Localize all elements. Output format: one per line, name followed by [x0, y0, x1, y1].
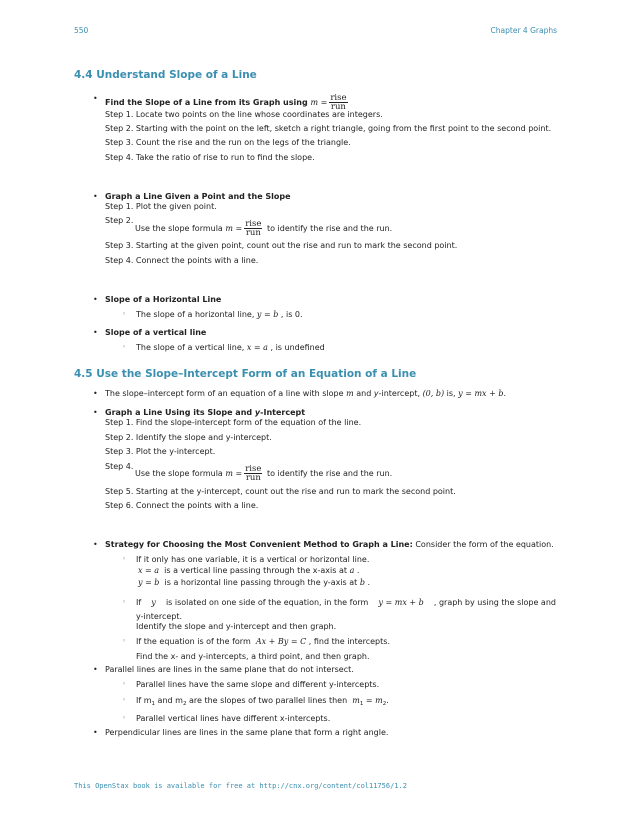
bullet: •	[93, 728, 98, 737]
find-slope-heading: Find the Slope of a Line from its Graph using m = $\frac{\text{rise}}{\text{run}}$	[105, 93, 347, 112]
section-title-4-5: 4.5 Use the Slope–Intercept Form of an Equation of a Line	[74, 368, 417, 380]
chapter-title: Chapter 4 Graphs	[490, 26, 557, 35]
strategy-2-line-1: If y is isolated on one side of the equation, in the form y = mx + b , graph by using the slope and	[136, 598, 556, 607]
page-number: 550	[74, 26, 89, 35]
vertical-heading: Slope of a vertical line	[105, 328, 207, 337]
sub-bullet: ◦	[122, 680, 127, 688]
given-step-2: Use the slope formula m = $\frac{\text{rise}}{\text{run}}$ to identify the rise and the run.	[135, 219, 393, 238]
slope-intercept-intro: The slope–intercept form of an equation of a line with slope m and y-intercept, (0, b) is, y = mx + b.	[105, 389, 507, 398]
given-heading: Graph a Line Given a Point and the Slope	[105, 192, 291, 201]
bullet: •	[93, 94, 98, 103]
sub-bullet: ◦	[122, 696, 127, 704]
graph-step-4: Use the slope formula m = $\frac{\text{rise}}{\text{run}}$ to identify the rise and the run.	[135, 464, 393, 483]
given-step-1: Step 1. Plot the given point.	[105, 202, 217, 211]
sub-bullet: ◦	[122, 555, 127, 563]
graph-step-6: Step 6. Connect the points with a line.	[105, 501, 259, 510]
rise-over-run: $\frac{\text{rise}}{\text{run}}$	[330, 93, 347, 112]
perpendicular-definition: Perpendicular lines are lines in the same plane that form a right angle.	[105, 728, 389, 737]
parallel-point-3: Parallel vertical lines have different x-intercepts.	[136, 714, 331, 723]
find-step-3: Step 3. Count the rise and the run on the legs of the triangle.	[105, 138, 351, 147]
sub-bullet: ◦	[122, 310, 127, 318]
strategy-3-line-1: If the equation is of the form Ax + By = C , find the intercepts.	[136, 637, 390, 646]
bullet: •	[93, 540, 98, 549]
section-title-4-4: 4.4 Understand Slope of a Line	[74, 69, 257, 81]
find-step-1: Step 1. Locate two points on the line whose coordinates are integers.	[105, 110, 383, 119]
sub-bullet: ◦	[122, 714, 127, 722]
footer-note: This OpenStax book is available for free at http://cnx.org/content/col11756/1.2	[74, 782, 407, 790]
strategy-1-line-3: y = b is a horizontal line passing through the y-axis at b .	[138, 578, 371, 587]
given-step-4: Step 4. Connect the points with a line.	[105, 256, 259, 265]
bullet: •	[93, 328, 98, 337]
graph-step-4-label: Step 4.	[105, 462, 134, 471]
bullet: •	[93, 389, 98, 398]
given-step-2-label: Step 2.	[105, 216, 134, 225]
horizontal-text: The slope of a horizontal line, y = b , is 0.	[136, 310, 303, 319]
graph-line-heading: Graph a Line Using its Slope and y-Intercept	[105, 408, 306, 417]
graph-step-5: Step 5. Starting at the y-intercept, count out the rise and run to mark the second point.	[105, 487, 456, 496]
strategy-2-line-3: Identify the slope and y-intercept and then graph.	[136, 622, 337, 631]
graph-step-2: Step 2. Identify the slope and y-intercept.	[105, 433, 272, 442]
given-step-3: Step 3. Starting at the given point, count out the rise and run to mark the second point.	[105, 241, 458, 250]
find-step-2: Step 2. Starting with the point on the left, sketch a right triangle, going from the first point to the second point.	[105, 124, 552, 133]
strategy-3-line-2: Find the x- and y-intercepts, a third point, and then graph.	[136, 652, 370, 661]
strategy-heading: Strategy for Choosing the Most Convenient Method to Graph a Line: Consider the form of the equation.	[105, 540, 554, 549]
strategy-1-line-1: If it only has one variable, it is a vertical or horizontal line.	[136, 555, 370, 564]
bullet: •	[93, 192, 98, 201]
graph-step-3: Step 3. Plot the y-intercept.	[105, 447, 216, 456]
strategy-1-line-2: x = a is a vertical line passing through the x-axis at a .	[138, 566, 360, 575]
sub-bullet: ◦	[122, 343, 127, 351]
graph-step-1: Step 1. Find the slope-intercept form of the equation of the line.	[105, 418, 362, 427]
vertical-text: The slope of a vertical line, x = a , is undefined	[136, 343, 325, 352]
bullet: •	[93, 665, 98, 674]
bullet: •	[93, 408, 98, 417]
sub-bullet: ◦	[122, 637, 127, 645]
parallel-point-1: Parallel lines have the same slope and different y-intercepts.	[136, 680, 380, 689]
strategy-2-line-2: y-intercept.	[136, 612, 183, 621]
find-step-4: Step 4. Take the ratio of rise to run to find the slope.	[105, 153, 315, 162]
parallel-definition: Parallel lines are lines in the same plane that do not intersect.	[105, 665, 354, 674]
horizontal-heading: Slope of a Horizontal Line	[105, 295, 222, 304]
parallel-point-2: If $m_1$ and $m_2$ are the slopes of two parallel lines then $m_1 = m_2$.	[136, 696, 389, 707]
sub-bullet: ◦	[122, 598, 127, 606]
bullet: •	[93, 295, 98, 304]
